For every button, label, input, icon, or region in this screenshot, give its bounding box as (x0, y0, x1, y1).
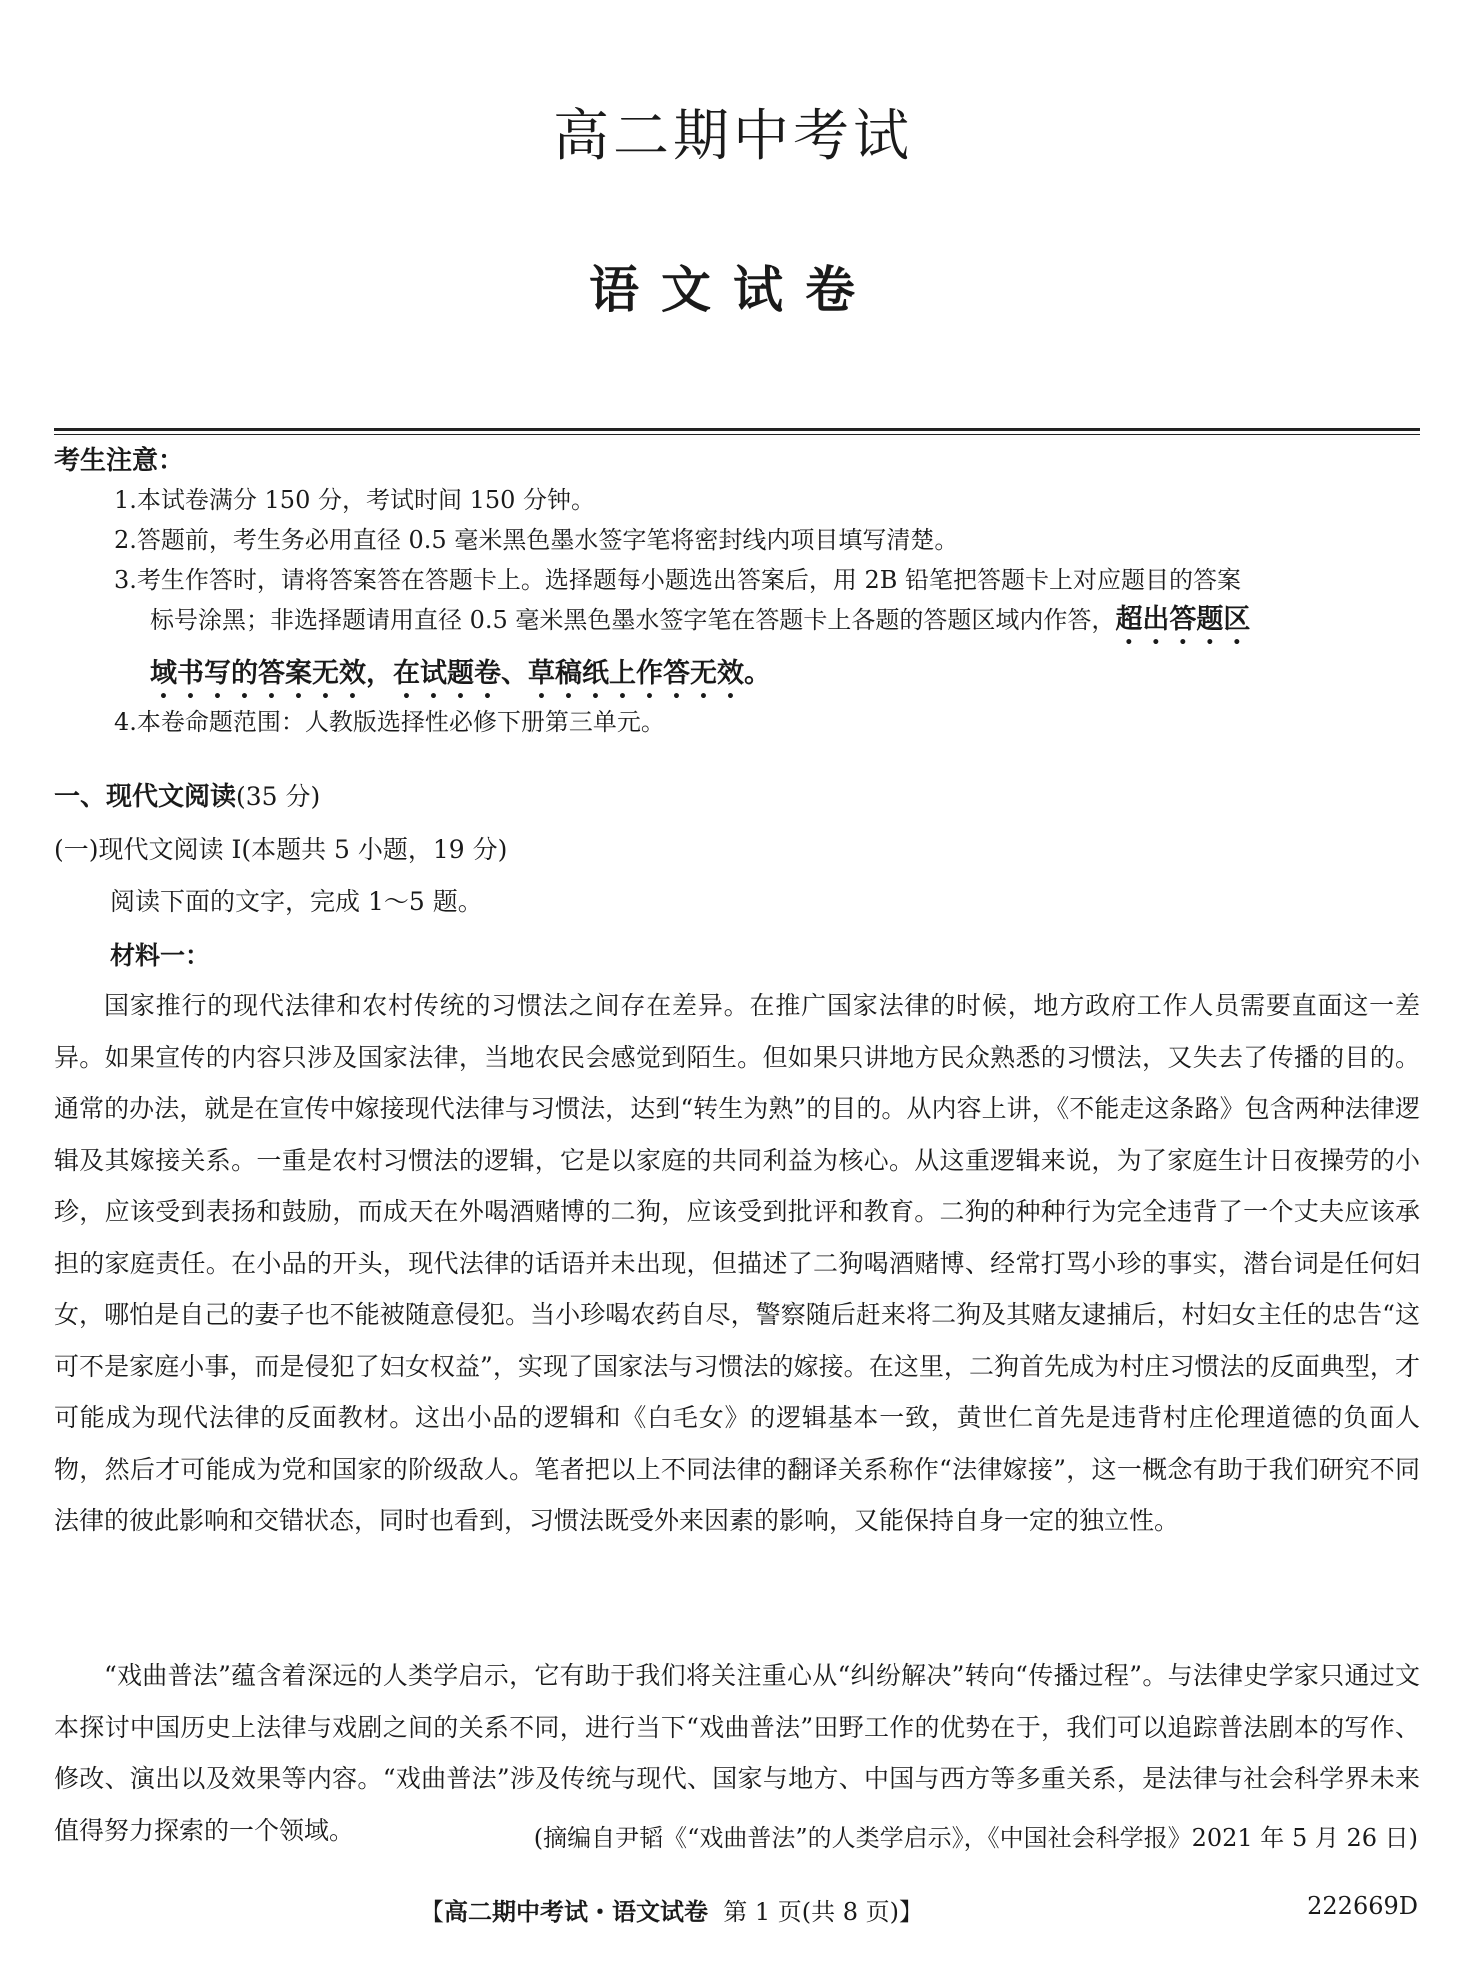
section-heading (54, 776, 320, 813)
notice-heading: 考生注意： (54, 446, 185, 476)
material-label: 材料一： (110, 941, 211, 970)
notice-item-3 (114, 560, 1420, 705)
footer-label (420, 1892, 923, 1927)
notice-item-3-cont-text: 标号涂黑；非选择题请用直径 0.5 毫米黑色墨水签字笔在答题卡上各题的答题区域内作答， (150, 606, 1116, 634)
notice-item-3-continuation (114, 600, 1420, 651)
footer-page-info: 第 1 页(共 8 页) (723, 1898, 900, 1926)
exam-title: 高二期中考试 (553, 104, 913, 169)
section-heading-text: 一、现代文阅读 (54, 782, 237, 812)
footer-exam-code: 222669D (1307, 1892, 1418, 1920)
notice-item-1: 1.本试卷满分 150 分，考试时间 150 分钟。 (114, 486, 596, 514)
header-divider-thin (54, 434, 1420, 435)
sub-section-heading: (一)现代文阅读 I(本题共 5 小题，19 分) (54, 835, 508, 864)
page-footer (0, 1892, 1466, 1932)
notice-item-3-text: 3.考生作答时，请将答案答在答题卡上。选择题每小题选出答案后，用 2B 铅笔把答题卡上对应题目的答案 (114, 566, 1242, 594)
reading-instruction: 阅读下面的文字，完成 1～5 题。 (110, 887, 483, 916)
reading-paragraph-2: “戏曲普法”蕴含着深远的人类学启示，它有助于我们将关注重心从“纠纷解决”转向“传播过程”。与法律史学家只通过文本探讨中国历史上法律与戏剧之间的关系不同，进行当下“戏曲普法”田野工作的优势在于，我们可以追踪普法剧本的写作、修改、演出以及效果等内容。“戏曲普法”涉及传统与现代、国家与地方、中国与西方等多重关系，是法律与社会科学界未来值得努力探索的一个领域。 (54, 1661, 1420, 1845)
footer-bracket-right: 】 (899, 1898, 924, 1926)
footer-exam-name: 高二期中考试・语文试卷 (444, 1898, 708, 1926)
section-points: (35 分) (236, 782, 321, 811)
notice-item-2: 2.答题前，考生务必用直径 0.5 毫米黑色墨水签字笔将密封线内项目填写清楚。 (114, 526, 959, 554)
emphasis-text-a: 超出答题区 (1115, 604, 1251, 635)
footer-bracket-left: 【 (420, 1898, 444, 1926)
paper-subtitle: 语文试卷 (589, 261, 877, 319)
reading-paragraph-1: 国家推行的现代法律和农村传统的习惯法之间存在差异。在推广国家法律的时候，地方政府工作人员需要直面这一差异。如果宣传的内容只涉及国家法律，当地农民会感觉到陌生。但如果只讲地方民众熟悉的习惯法，又失去了传播的目的。通常的办法，就是在宣传中嫁接现代法律与习惯法，达到“转生为熟”的目的。从内容上讲，《不能走这条路》包含两种法律逻辑及其嫁接关系。一重是农村习惯法的逻辑，它是以家庭的共同利益为核心。从这重逻辑来说，为了家庭生计日夜操劳的小珍，应该受到表扬和鼓励，而成天在外喝酒赌博的二狗，应该受到批评和教育。二狗的种种行为完全违背了一个丈夫应该承担的家庭责任。在小品的开头，现代法律的话语并未出现，但描述了二狗喝酒赌博、经常打骂小珍的事实，潜台词是任何妇女，哪怕是自己的妻子也不能被随意侵犯。当小珍喝农药自尽，警察随后赶来将二狗及其赌友逮捕后，村妇女主任的忠告“这可不是家庭小事，而是侵犯了妇女权益”，实现了国家法与习惯法的嫁接。在这里，二狗首先成为村庄习惯法的反面典型，才可能成为现代法律的反面教材。这出小品的逻辑和《白毛女》的逻辑基本一致，黄世仁首先是违背村庄伦理道德的负面人物，然后才可能成为党和国家的阶级敌人。笔者把以上不同法律的翻译关系称作“法律嫁接”，这一概念有助于我们研究不同法律的彼此影响和交错状态，同时也看到，习惯法既受外来因素的影响，又能保持自身一定的独立性。 (54, 991, 1420, 1535)
emphasis-text-b: 域书写的答案无效，在试题卷、草稿纸上作答无效。 (150, 658, 771, 689)
header-divider-thick (54, 428, 1420, 431)
source-citation: (摘编自尹韬《“戏曲普法”的人类学启示》，《中国社会科学报》2021 年 5 月 26 日) (533, 1824, 1418, 1852)
notice-item-4: 4.本卷命题范围：人教版选择性必修下册第三单元。 (114, 708, 665, 736)
